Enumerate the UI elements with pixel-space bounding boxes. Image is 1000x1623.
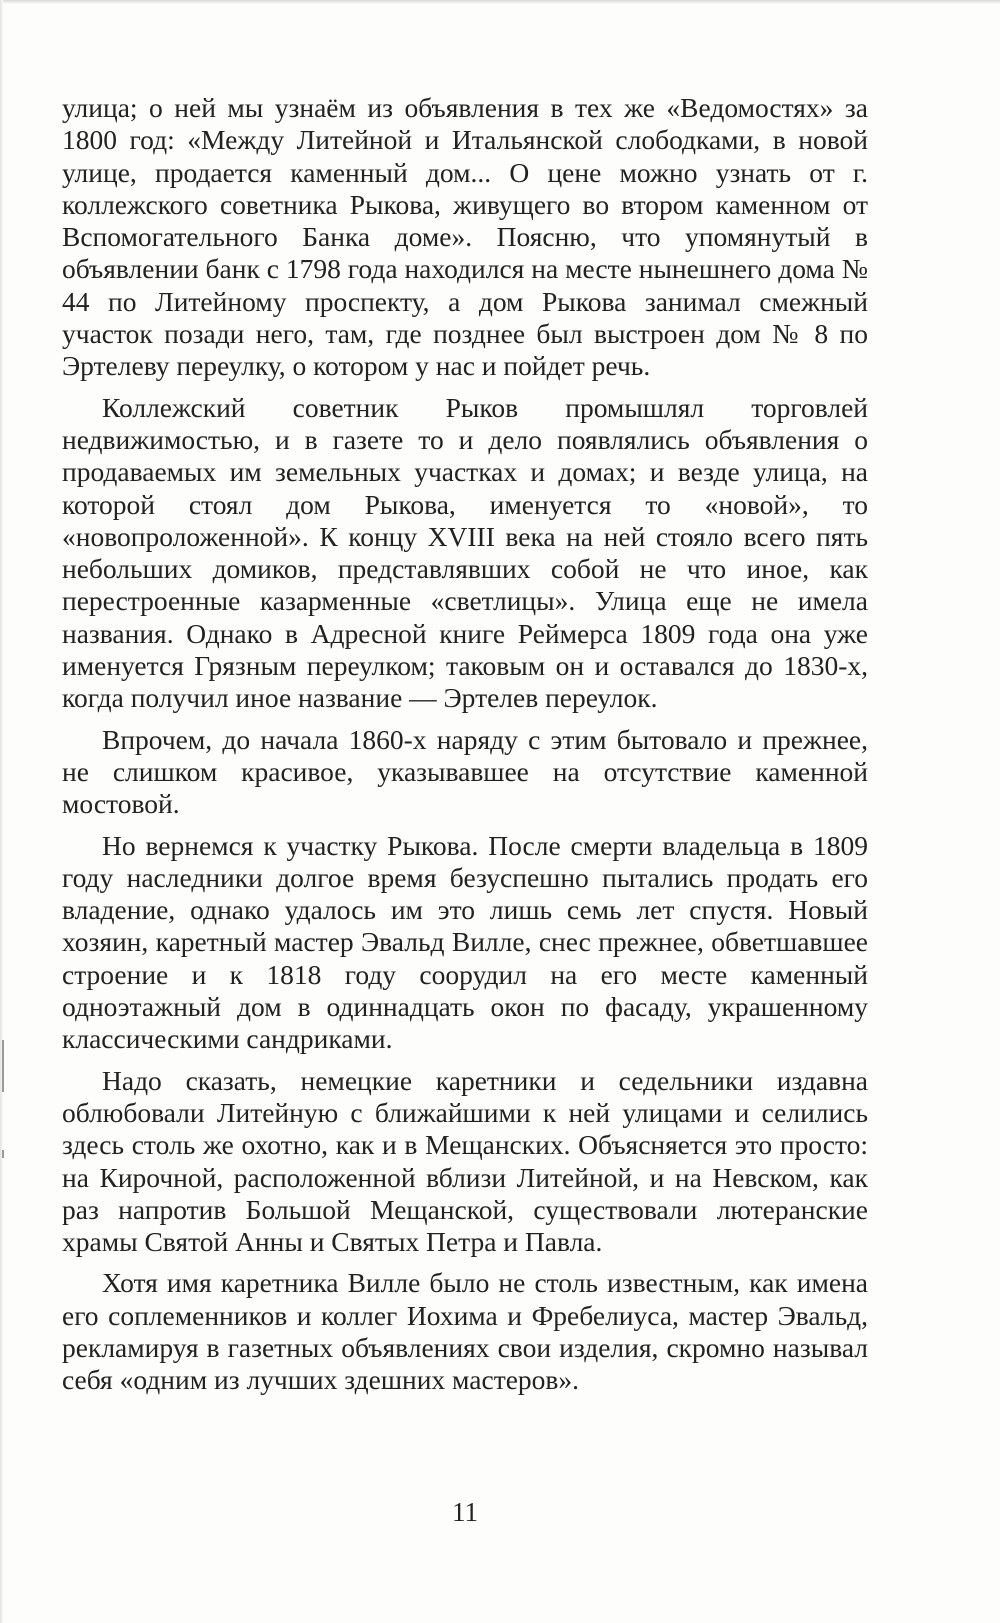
paragraph-2: Коллежский советник Рыков промышлял торговлей недвижимостью, и в газете то и дело появлялись объявления о продаваемых им земельных участках и домах; и везде улица, на которой стоял дом Рыкова, именуется то «новой», то «новопроложенной». К концу XVIII века на ней стояло всего пять небольших домиков, представлявших собой не что иное, как перестроенные казарменные «светлицы». Улица еще не имела названия. Однако в Адресной книге Реймерса 1809 года она уже именуется Грязным переулком; таковым он и оставался до 1830-х, когда получил иное название — Эртелев переулок.: [62, 391, 868, 714]
margin-mark: [2, 1040, 4, 1092]
paragraph-1: улица; о ней мы узнаём из объявления в тех же «Ведомостях» за 1800 год: «Между Литейной и Итальянской слободками, в новой улице, продается каменный дом... О цене можно узнать от г. коллежского советника Рыкова, живущего во втором каменном от Вспомогательного Банка доме». Поясню, что упомянутый в объявлении банк с 1798 года находился на месте нынешнего дома № 44 по Литейному проспекту, а дом Рыкова занимал смежный участок позади него, там, где позднее был выстроен дом № 8 по Эртелеву переулку, о котором у нас и пойдет речь.: [62, 92, 868, 382]
scan-edge-left: [0, 0, 3, 1623]
paragraph-6: Хотя имя каретника Вилле было не столь известным, как имена его соплеменников и коллег Иохима и Фребелиуса, мастер Эвальд, рекламируя в газетных объявлениях свои изделия, скромно называл себя «одним из лучших здешних мастеров».: [62, 1267, 868, 1396]
paragraph-3: Впрочем, до начала 1860-х наряду с этим бытовало и прежнее, не слишком красивое, указывавшее на отсутствие каменной мостовой.: [62, 723, 868, 820]
paragraph-4: Но вернемся к участку Рыкова. После смерти владельца в 1809 году наследники долгое время безуспешно пытались продать его владение, однако удалось им это лишь семь лет спустя. Новый хозяин, каретный мастер Эвальд Вилле, снес прежнее, обветшавшее строение и к 1818 году соорудил на его месте каменный одноэтажный дом в одиннадцать окон по фасаду, украшенному классическими сандриками.: [62, 829, 868, 1055]
body-text: [62, 92, 868, 1406]
page-number: 11: [452, 1497, 478, 1527]
paragraph-5: Надо сказать, немецкие каретники и седельники издавна облюбовали Литейную с ближайшими к ней улицами и селились здесь столь же охотно, как и в Мещанских. Объясняется это просто: на Кирочной, расположенной вблизи Литейной, и на Невском, как раз напротив Большой Мещанской, существовали лютеранские храмы Святой Анны и Святых Петра и Павла.: [62, 1064, 868, 1258]
scan-edge-top: [0, 0, 1000, 4]
margin-mark: [2, 1150, 4, 1158]
